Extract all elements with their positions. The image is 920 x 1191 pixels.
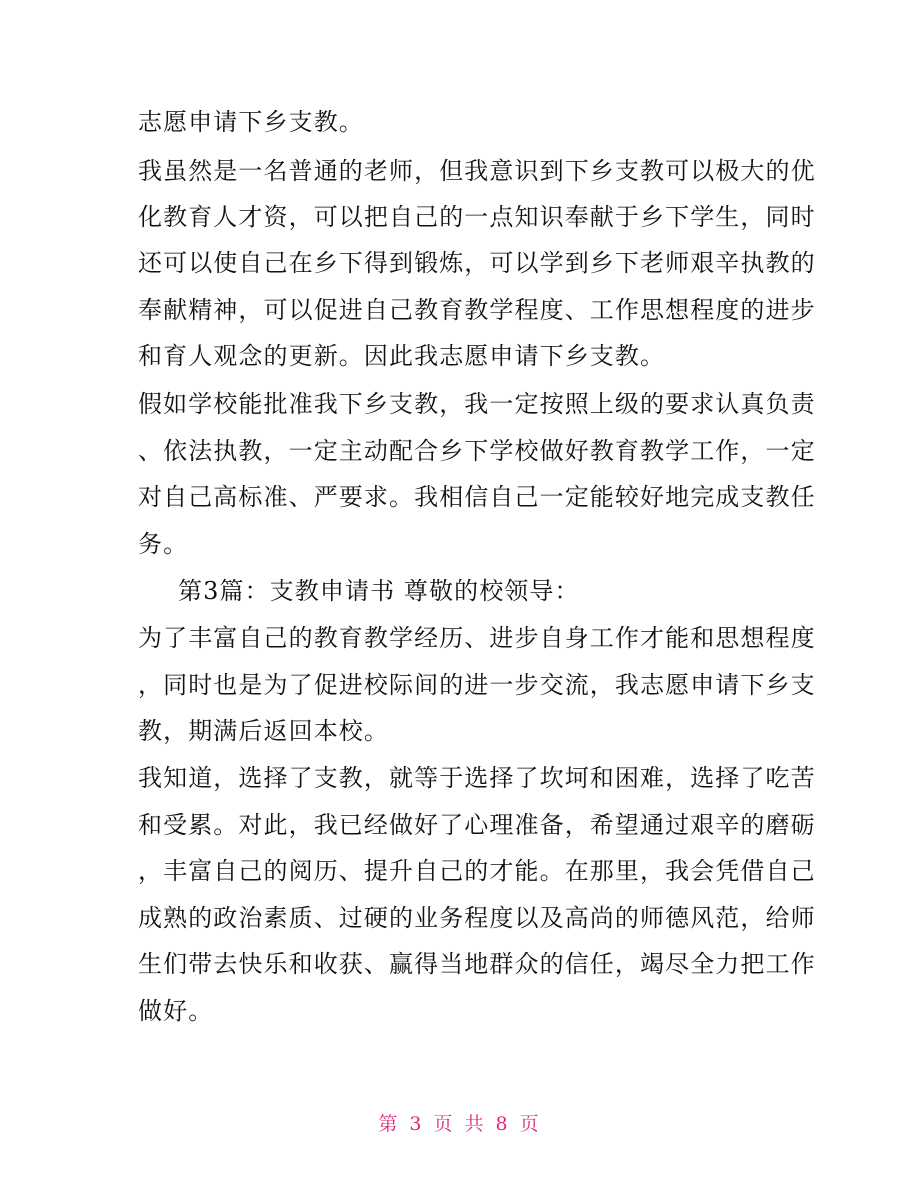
text-line: 教，期满后返回本校。: [138, 717, 389, 745]
text-line: 奉献精神，可以促进自己教育教学程度、工作思想程度的进步: [138, 296, 816, 324]
text-line: 成熟的政治素质、过硬的业务程度以及高尚的师德风范，给师: [138, 904, 816, 932]
page-number-footer: 第 3 页 共 8 页: [378, 1113, 542, 1135]
text-line: ，同时也是为了促进校际间的进一步交流，我志愿申请下乡支: [138, 671, 816, 699]
text-line: 、依法执教，一定主动配合乡下学校做好教育教学工作，一定: [138, 437, 816, 465]
text-line: 假如学校能批准我下乡支教，我一定按照上级的要求认真负责: [138, 390, 816, 418]
text-line: 还可以使自己在乡下得到锻炼，可以学到乡下老师艰辛执教的: [138, 249, 816, 277]
text-line: 对自己高标准、严要求。我相信自己一定能较好地完成支教任: [138, 483, 816, 511]
text-line: 化教育人才资，可以把自己的一点知识奉献于乡下学生，同时: [138, 203, 816, 231]
text-line: 务。: [138, 530, 189, 558]
text-line: 和育人观念的更新。因此我志愿申请下乡支教。: [138, 342, 666, 370]
text-line: 志愿申请下乡支教。: [138, 108, 364, 136]
text-line: 为了丰富自己的教育教学经历、进步自身工作才能和思想程度: [138, 624, 816, 652]
text-line: ，丰富自己的阅历、提升自己的才能。在那里，我会凭借自己: [138, 857, 816, 885]
text-line: 我虽然是一名普通的老师，但我意识到下乡支教可以极大的优: [138, 157, 816, 185]
text-line: 生们带去快乐和收获、赢得当地群众的信任，竭尽全力把工作: [138, 950, 816, 978]
section-heading: 第3篇：支教申请书 尊敬的校领导：: [178, 577, 580, 605]
text-line: 和受累。对此，我已经做好了心理准备，希望通过艰辛的磨砺: [138, 811, 816, 839]
text-line: 做好。: [138, 997, 214, 1025]
text-line: 我知道，选择了支教，就等于选择了坎坷和困难，选择了吃苦: [138, 764, 816, 792]
